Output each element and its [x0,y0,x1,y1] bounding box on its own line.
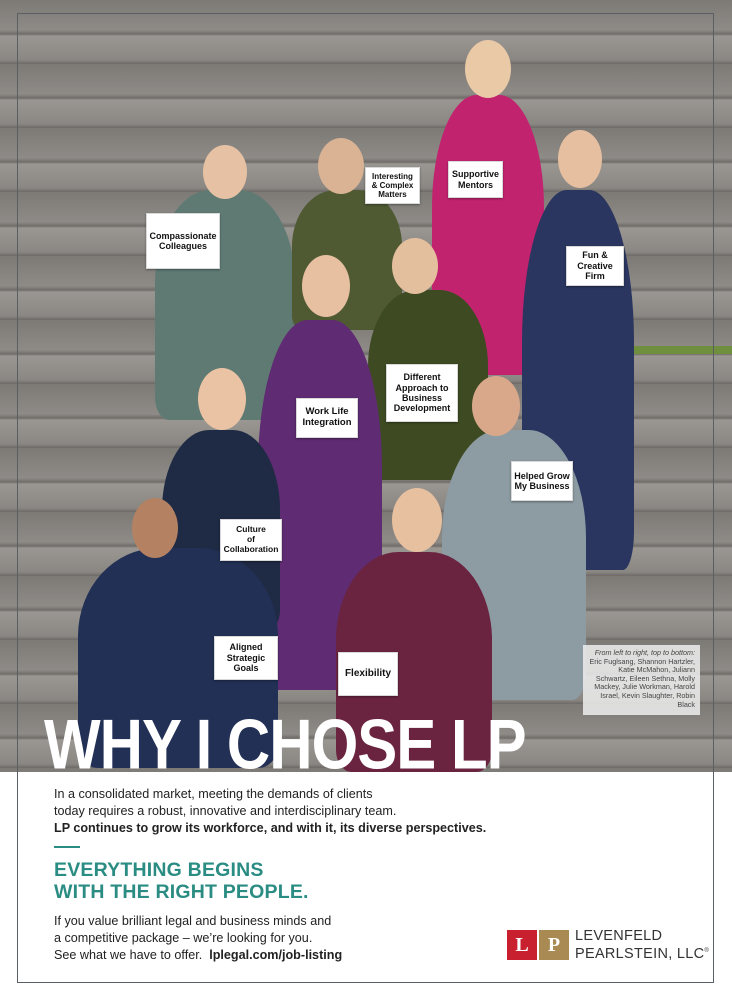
company-logo [507,927,709,963]
person-head [318,138,364,194]
sign-aligned-strategic-goals: Aligned Strategic Goals [214,636,278,680]
person-head [198,368,246,430]
accent-divider [54,846,80,848]
photo-caption [583,645,700,715]
sign-fun-creative-firm: Fun & Creative Firm [566,246,624,286]
cta-line: If you value brilliant legal and business minds and [54,914,332,928]
sign-compassionate-colleagues: Compassionate Colleagues [146,213,220,269]
person-head [132,498,178,558]
person-head [465,40,511,98]
sign-flexibility: Flexibility [338,652,398,696]
person-head [472,376,520,436]
logo-wordmark [575,929,709,962]
cta-prefix: See what we have to offer. [54,948,203,962]
logo-name-line2: PEARLSTEIN, LLC [575,945,705,962]
logo-name-line [575,944,709,962]
logo-name-line: LEVENFELD [575,927,663,944]
call-to-action [54,913,434,964]
caption-intro: From left to right, top to bottom: [594,648,695,657]
body-line-bold: LP continues to grow its workforce, and with it, its diverse perspectives. [54,821,487,835]
tagline-line: EVERYTHING BEGINS [54,859,264,881]
sign-culture-of-collaboration: Culture of Collaboration [220,519,282,561]
sign-supportive-mentors: Supportive Mentors [448,161,503,198]
person-head [558,130,602,188]
person-head [203,145,247,199]
headline: WHY I CHOSE LP [44,704,526,784]
sign-helped-grow-business: Helped Grow My Business [511,461,573,501]
body-line: In a consolidated market, meeting the demands of clients [54,787,373,801]
job-listing-link[interactable]: lplegal.com/job-listing [209,948,343,962]
tagline [54,859,309,903]
registered-mark: ® [704,947,710,954]
sign-work-life-integration: Work Life Integration [296,398,358,438]
cta-line: a competitive package – we’re looking for you. [54,931,313,945]
logo-l-mark: L [507,930,537,960]
person-head [302,255,350,317]
sign-interesting-complex-matters: Interesting & Complex Matters [365,167,420,204]
body-paragraph [54,786,574,837]
cta-line [54,947,434,964]
body-line: today requires a robust, innovative and interdisciplinary team. [54,804,397,818]
tagline-line: WITH THE RIGHT PEOPLE. [54,881,309,903]
sign-different-approach: Different Approach to Business Development [386,364,458,422]
person-head [392,488,442,552]
logo-p-mark: P [539,930,569,960]
person-head [392,238,438,294]
caption-names: Eric Fuglsang, Shannon Hartzler, Katie McMahon, Juliann Schwartz, Eileen Sethna, Molly Mackey, Julie Workman, Harold Israel, Kevin Slaughter, Robin Black [589,656,695,709]
